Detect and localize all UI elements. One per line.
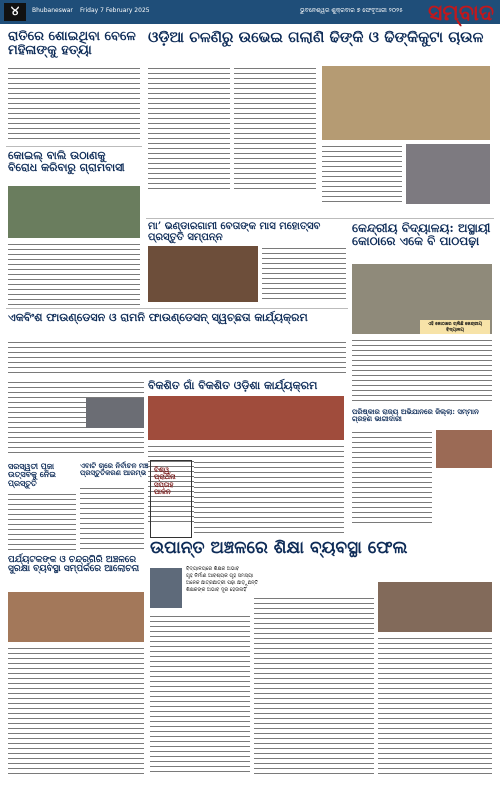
story-12-title: ବିଶ୍ୱ ପ୍ରାର୍ଥନା ସପ୍ତାହ ପାଳନ xyxy=(154,465,176,497)
story-9-photo xyxy=(436,430,492,468)
story-4-photo xyxy=(148,246,258,302)
story-5-headline: କେନ୍ଦ୍ରୀୟ ବିଦ୍ୟାଳୟ: ଅସ୍ଥାୟୀ କୋଠାରେ ଏକେ ବି ପାଠପଢ଼ା xyxy=(352,221,491,248)
story-13-photo xyxy=(150,568,182,608)
divider xyxy=(6,308,348,309)
story-6-headline: ଏକବିଂଶ ଫାଉଣ୍ଡେସନ ଓ ରାମନି ଫାଉଣ୍ଡେସନ୍ ସ୍ୱଚ୍ଛତା କାର୍ଯ୍ୟକ୍ରମ xyxy=(8,311,308,324)
header-date-en: Friday 7 February 2025 xyxy=(80,7,150,14)
story-13-body-col3 xyxy=(378,636,492,774)
story-14-photo xyxy=(8,592,144,642)
bullet-item: ଗୃହ ନିର୍ମାଣ ଆବଶ୍ୟକ ଗୃହ ସମସ୍ୟା xyxy=(186,573,254,579)
story-10-headline: ସରସ୍ୱତୀ ପୂଜା ଉତ୍ସବକୁ ନେଇ ପ୍ରସ୍ତୁତି xyxy=(8,461,56,488)
story-12-body xyxy=(194,460,344,536)
header-city: Bhubaneswar xyxy=(32,7,73,14)
story-3-body xyxy=(8,242,140,306)
story-13-bullets xyxy=(186,566,366,594)
story-2-photo-2 xyxy=(406,144,490,204)
story-6-body xyxy=(8,340,346,374)
story-7-headline: ବିକଶିତ ଗାଁ ବିକଶିତ ଓଡ଼ିଶା କାର୍ଯ୍ୟକ୍ରମ xyxy=(148,379,318,392)
story-5-caption: ଏହି କୋଠାରେ ଚାଲିଛି କେନ୍ଦ୍ରୀୟ ବିଦ୍ୟାଳୟ xyxy=(420,320,490,334)
story-13-photo-2 xyxy=(378,582,492,632)
story-13-body-col2 xyxy=(254,596,374,774)
bullet-item: ବିଦ୍ୟାଳୟରେ ଶିକ୍ଷକ ଅଭାବ xyxy=(186,566,240,572)
story-1-body xyxy=(8,66,140,140)
story-10-body xyxy=(8,492,76,550)
newspaper-logo: ସମ୍ବାଦ xyxy=(428,0,494,26)
story-9-headline: ପରିଷ୍କାର ରାଜ୍ୟ ଅଭିଯାନରେ ଜିଲ୍ଲା: ସମ୍ମାନ ଗ୍ରହଣ ଭାଗୀଦାରୀ xyxy=(352,407,479,424)
bullet-item: ଶିକ୍ଷକଙ୍କ ଅଭାବ ଦୂର ହେଉନାହିଁ xyxy=(186,587,247,593)
header-bar xyxy=(0,0,500,24)
story-14-headline: ପର୍ଯ୍ୟଟକଙ୍କ ଓ ଚନ୍ଦ୍ରଗିରି ଅଞ୍ଚଳରେ ସୁରକ୍ଷା ବ୍ୟବସ୍ଥା ସମ୍ପର୍କରେ ଆଲୋଚନା xyxy=(8,555,140,575)
story-13-headline: ଉପାନ୍ତ ଅଞ୍ଚଳରେ ଶିକ୍ଷା ବ୍ୟବସ୍ଥା ଫେଲ xyxy=(150,538,408,558)
story-3-photo xyxy=(8,186,140,238)
story-4-body xyxy=(262,246,346,302)
page-number: ୪ xyxy=(4,3,26,21)
header-date-or: ଭୁବନେଶ୍ୱର ଶୁକ୍ରବାର ୭ ଫେବୃଆରୀ ୨୦୨୫ xyxy=(300,7,403,14)
story-2-body-col1 xyxy=(148,66,230,192)
story-7-photo xyxy=(148,396,344,440)
divider xyxy=(146,218,494,219)
story-13-body-col1 xyxy=(150,614,250,774)
story-3-headline: କୋଇଲ୍ ବାଲି ଉଠାଣକୁ ବିରୋଧ କରିବାରୁ ଗ୍ରାମବାସୀ xyxy=(8,149,125,174)
story-14-body xyxy=(8,646,144,774)
story-2-body-col2 xyxy=(234,66,316,192)
story-8-photo xyxy=(86,398,144,428)
bullet-item: ଅନେକ ଛାତ୍ରଛାତ୍ରୀ ପଢ଼ା ଛାଡ଼ୁଛନ୍ତି xyxy=(186,580,259,586)
story-1-headline: ରାତିରେ ଶୋଇଥିବା ବେଳେ ମହିଳାଙ୍କୁ ହତ୍ୟା xyxy=(8,29,136,58)
story-9-body xyxy=(352,430,432,526)
story-4-headline: ମା’ ଭଣ୍ଡାରଗାମୀ ବେତାଙ୍କ ମାସ ମହୋତ୍ସବ ପ୍ରସ୍ତୁତି ସମ୍ପନ୍ନ xyxy=(148,221,321,243)
story-5-body xyxy=(352,338,492,402)
story-2-body-col3 xyxy=(322,144,402,204)
story-11-body xyxy=(80,486,144,550)
divider xyxy=(6,146,142,147)
story-11-headline: ଏବାଟି ଚାରେ ନିର୍ବାଚନ ମଞ୍ଚ ପ୍ରସ୍ତୁତିକରଣ ଆରମ୍ଭ xyxy=(80,461,149,478)
story-2-photo xyxy=(322,66,490,140)
story-2-headline: ଓଡ଼ିଆ ଚଳଣିରୁ ଉଭେଇ ଗଲାଣି ଢିଙ୍କି ଓ ଢିଙ୍କିକୁଟା ଚାଉଳ xyxy=(148,28,484,46)
